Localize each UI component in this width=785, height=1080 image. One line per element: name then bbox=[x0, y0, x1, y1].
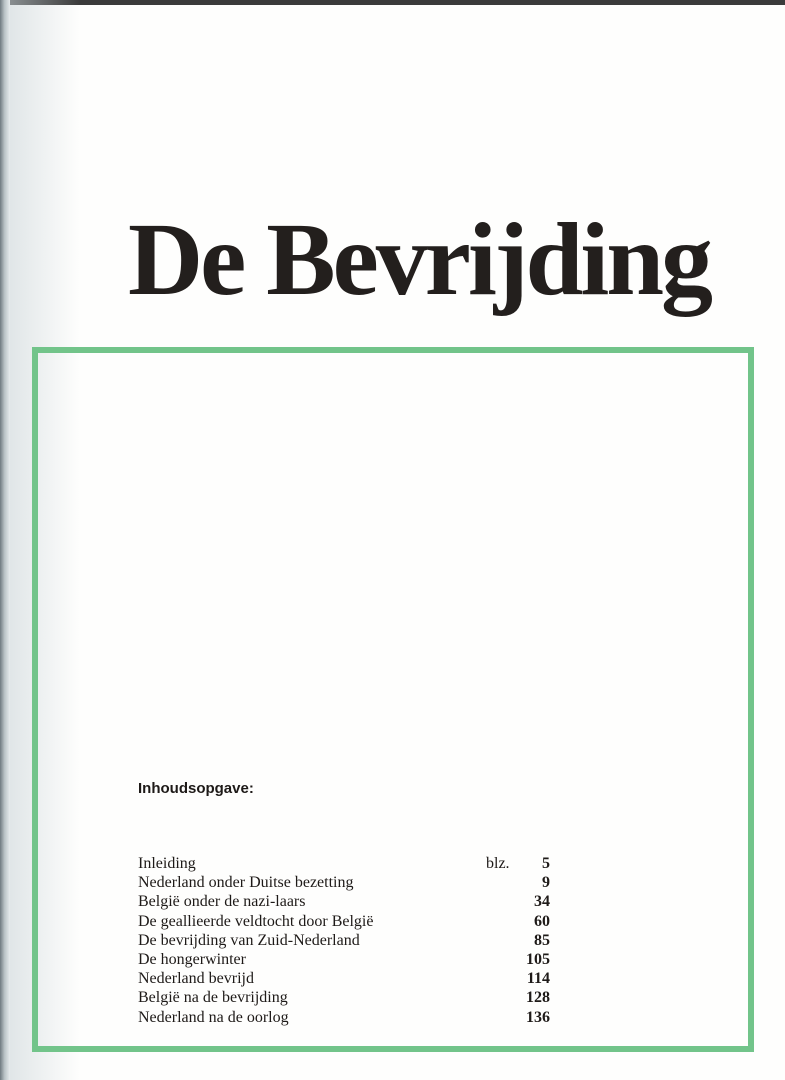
toc-entry bbox=[138, 892, 556, 911]
toc-entry bbox=[138, 873, 556, 892]
book-spine bbox=[0, 0, 10, 1080]
toc-entry-title: Nederland bevrijd bbox=[138, 970, 254, 988]
toc-entry-title: België na de bevrijding bbox=[138, 989, 288, 1007]
table-of-contents bbox=[138, 854, 556, 1027]
toc-entry-title: België onder de nazi-laars bbox=[138, 893, 306, 911]
toc-entry bbox=[138, 969, 556, 988]
toc-entry-title: Nederland na de oorlog bbox=[138, 1008, 289, 1026]
toc-heading: Inhoudsopgave: bbox=[138, 780, 254, 797]
toc-page-prefix: blz. bbox=[486, 855, 510, 872]
toc-entry-page: 5 bbox=[542, 855, 550, 872]
toc-entry-page: 105 bbox=[526, 950, 550, 968]
toc-entry-page: 85 bbox=[534, 931, 550, 949]
toc-entry-page: 9 bbox=[542, 874, 550, 892]
toc-entry bbox=[138, 931, 556, 950]
toc-entry-title: Nederland onder Duitse bezetting bbox=[138, 874, 354, 892]
toc-entry-title: De geallieerde veldtocht door België bbox=[138, 912, 374, 930]
book-title: De Bevrijding bbox=[128, 202, 711, 317]
toc-entry bbox=[138, 912, 556, 931]
toc-entry-title: De hongerwinter bbox=[138, 950, 246, 968]
toc-entry-page: 128 bbox=[526, 989, 550, 1007]
toc-entry-page: 136 bbox=[526, 1008, 550, 1026]
toc-entry-page: 60 bbox=[534, 912, 550, 930]
toc-entry bbox=[138, 1008, 556, 1027]
toc-entry-page: 34 bbox=[534, 893, 550, 911]
toc-entry-page: 114 bbox=[526, 970, 550, 988]
toc-entry-title: De bevrijding van Zuid-Nederland bbox=[138, 931, 360, 949]
page-top-edge bbox=[0, 0, 785, 5]
toc-entry-title: Inleiding bbox=[138, 855, 196, 872]
toc-entry bbox=[138, 950, 556, 969]
toc-entry bbox=[138, 988, 556, 1007]
toc-entry bbox=[138, 854, 556, 873]
